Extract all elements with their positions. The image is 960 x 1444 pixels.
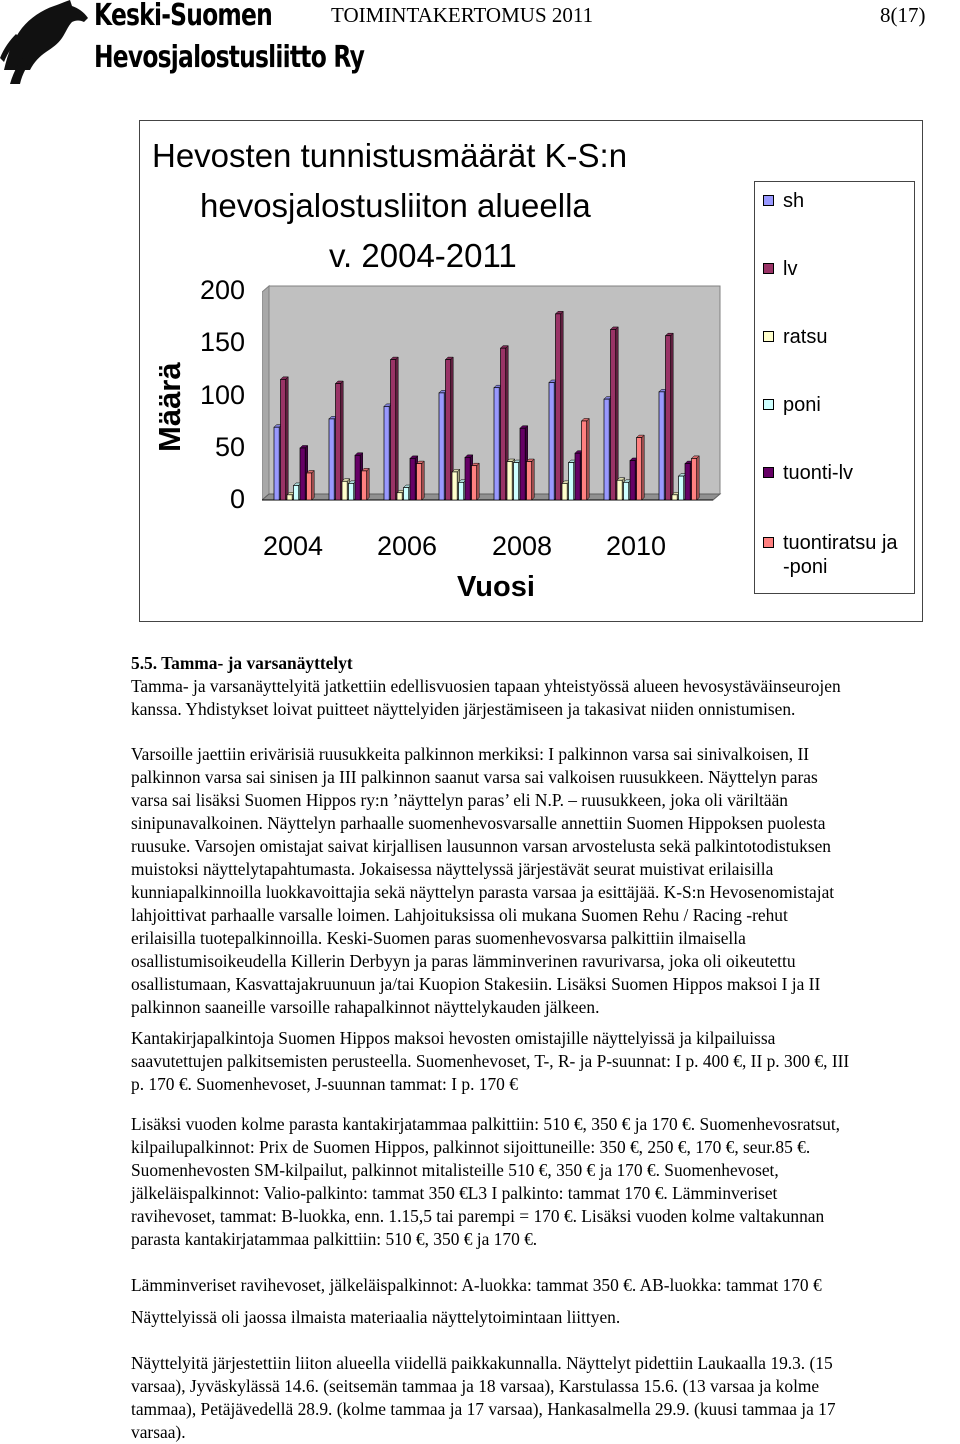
paragraph-line: varsaa), Jyväskylässä 14.6. (seitsemän tammaa ja 18 varsaa), Karstulassa 15.6. (13 varsaa ja kolme: [131, 1376, 820, 1396]
bar-tuontiratsu-ja--poni-2009: [582, 421, 587, 500]
legend-swatch: [763, 537, 774, 548]
bar-sh-2007: [439, 393, 444, 500]
paragraph-line: kunniapalkinnoilla luokkavoittajia sekä näyttelyn parasta varsaa ja esittäjää. K-S:n Hevosenomistajat: [131, 882, 835, 902]
bar-sh-2010: [604, 399, 609, 500]
paragraph-line: kilpailupalkinnot: Prix de Suomen Hippos, palkinnot sijoittuneille: 350 €, 250 €, 170 €, seur.85 €.: [131, 1137, 811, 1157]
bar-tuontiratsu-ja--poni-2010: [637, 438, 642, 500]
bar-tuonti-lv-2011: [685, 464, 690, 500]
legend-label: tuonti-lv: [783, 462, 854, 484]
bar-sh-2004: [274, 427, 279, 500]
bar-tuonti-lv-2006: [410, 458, 415, 500]
page-number: 8(17): [880, 3, 926, 27]
bar-ratsu-2007: [452, 472, 457, 500]
bar-tuontiratsu-ja--poni-2006: [417, 464, 422, 500]
bar-tuontiratsu-ja--poni-2005: [362, 471, 367, 500]
paragraph-line: ruusuke. Varsojen omistajat saivat kirjallisen lausunnon varsan arvostelusta sekä palkintotodistuksen: [131, 836, 831, 856]
legend-swatch: [763, 195, 774, 206]
y-tick-label: 0: [229, 484, 245, 514]
paragraph-line: Suomenhevosten SM-kilpailut, palkinnot mitalisteille 510 €, 350 € ja 170 €. Suomenhevoset,: [131, 1160, 779, 1180]
legend-swatch: [763, 263, 774, 274]
paragraph-line: Lisäksi vuoden kolme parasta kantakirjatammaa palkittiin: 510 €, 350 € ja 170 €. Suomenhevosratsut,: [131, 1114, 841, 1134]
legend-label: sh: [783, 190, 805, 212]
bar-ratsu-2006: [397, 493, 402, 500]
bar-poni-2010: [624, 482, 629, 500]
paragraph-line: saavutettujen palkitsemisten perusteella. Suomenhevoset, T-, R- ja P-suunnat: I p. 400 €, II p. 300 €, III: [131, 1051, 850, 1071]
bar-ratsu-2008: [507, 462, 512, 500]
paragraph-line: Näyttelyitä järjestettiin liiton alueella viidellä paikkakunnalla. Näyttelyt pidettiin Laukaalla 19.3. (15: [131, 1353, 833, 1373]
bar-side-tuontiratsu-ja--poni-2007: [477, 463, 480, 500]
bar-ratsu-2010: [617, 480, 622, 500]
bar-side-tuontiratsu-ja--poni-2005: [367, 468, 370, 500]
legend-swatch: [763, 467, 774, 478]
plot-side-wall: [262, 286, 269, 500]
paragraph-line: palkinnon saaneille varsoille rahapalkinnot näyttelykauden jälkeen.: [131, 997, 600, 1017]
bar-plot-area: [262, 282, 732, 532]
bar-poni-2008: [514, 463, 519, 500]
x-tick-label: 2004: [263, 531, 324, 561]
bar-sh-2006: [384, 406, 389, 500]
chart-title-line3: v. 2004-2011: [329, 237, 517, 274]
bar-poni-2011: [679, 476, 684, 500]
bar-tuontiratsu-ja--poni-2004: [307, 473, 312, 500]
paragraph-line: Tamma- ja varsanäyttelyitä jatkettiin edellisvuosien tapaan yhteistyössä alueen hevosystäväinseurojen: [131, 676, 841, 696]
y-tick-label: 150: [199, 327, 245, 357]
bar-ratsu-2005: [342, 481, 347, 500]
paragraph-line: tammaa), Petäjävedellä 28.9. (kolme tammaa ja 17 varsaa), Hankasalmella 29.9. (kuusi tammaa ja 17: [131, 1399, 836, 1419]
bar-poni-2005: [349, 483, 354, 500]
bar-poni-2007: [459, 482, 464, 500]
section-5-5: [131, 652, 931, 721]
bar-lv-2005: [336, 384, 341, 500]
chart-legend: [754, 181, 915, 594]
bar-lv-2009: [556, 314, 561, 500]
bar-sh-2008: [494, 388, 499, 500]
y-tick-label: 100: [199, 380, 245, 410]
bar-tuonti-lv-2005: [355, 455, 360, 500]
paragraph-line: ravihevoset, tammat: B-luokka, enn. 1.15,5 tai parempi = 170 €. Lisäksi vuoden kolme valtakunnan: [131, 1206, 825, 1226]
bar-lv-2007: [446, 360, 451, 500]
section-heading: 5.5. Tamma- ja varsanäyttelyt: [131, 653, 353, 673]
x-axis-label: Vuosi: [457, 571, 535, 603]
paragraph-line: erilaisilla tuotepalkinnoilla. Keski-Suomen paras suomenhevosvarsa palkittiin ilmaisella: [131, 928, 746, 948]
bar-ratsu-2004: [287, 495, 292, 500]
paragraph-line: varsaa).: [131, 1422, 186, 1442]
paragraph-line: palkinnon varsa sai sinisen ja III palkinnon saanut varsa sai valkoisen ruusukkeen. Näyttelyn paras: [131, 767, 818, 787]
paragraph-line: Varsoille jaettiin erivärisiä ruusukkeita palkinnon merkiksi: I palkinnon varsa sai sinivalkoisen, II: [131, 744, 810, 764]
bar-poni-2006: [404, 488, 409, 500]
bar-sh-2005: [329, 419, 334, 500]
chart-title-line1: Hevosten tunnistusmäärät K-S:n: [152, 137, 628, 174]
bar-tuonti-lv-2008: [520, 428, 525, 500]
y-axis-label: Määrä: [152, 362, 187, 452]
bar-side-tuontiratsu-ja--poni-2008: [532, 459, 535, 500]
paragraph-line: parasta kantakirjatammaa palkittiin: 510 €, 350 € ja 170 €.: [131, 1229, 538, 1249]
horse-logo-icon: [0, 0, 92, 84]
paragraph-line: kanssa. Yhdistykset loivat puitteet näyttelyiden järjestämiseen ja takasivat niiden onnistumisen.: [131, 699, 796, 719]
paragraph-warmblood: [131, 1274, 931, 1297]
bar-poni-2004: [294, 485, 299, 500]
y-tick-label: 200: [199, 275, 245, 305]
x-tick-label: 2010: [606, 531, 667, 561]
legend-label: lv: [783, 258, 798, 280]
bar-side-tuontiratsu-ja--poni-2006: [422, 461, 425, 500]
bar-tuonti-lv-2004: [300, 448, 305, 500]
bar-side-tuontiratsu-ja--poni-2004: [312, 470, 315, 500]
bar-side-tuontiratsu-ja--poni-2011: [697, 456, 700, 500]
chart-title-line2: hevosjalostusliiton alueella: [200, 187, 591, 224]
bar-tuonti-lv-2009: [575, 453, 580, 500]
paragraph-materials: [131, 1306, 931, 1329]
bar-tuontiratsu-ja--poni-2007: [472, 466, 477, 500]
bar-tuonti-lv-2007: [465, 457, 470, 500]
bar-tuontiratsu-ja--poni-2008: [527, 462, 532, 500]
bar-ratsu-2009: [562, 483, 567, 500]
paragraph-line: osallistumisoikeudella Killerin Derbyyn ja paras lämminverinen ravurivarsa, joka oli oikeutettu: [131, 951, 796, 971]
paragraph-line: jälkeläispalkinnot: Valio-palkinto: tammat 350 €L3 I palkinto: tammat 170 €. Lämminveriset: [131, 1183, 778, 1203]
bar-lv-2006: [391, 360, 396, 500]
paragraph-line: Lämminveriset ravihevoset, jälkeläispalkinnot: A-luokka: tammat 350 €. AB-luokka: tammat 170 €: [131, 1275, 822, 1295]
paragraph-studbook-prizes: [131, 1027, 931, 1096]
bar-lv-2008: [501, 348, 506, 500]
legend-label: tuontiratsu ja: [783, 532, 898, 554]
bar-sh-2011: [659, 392, 664, 500]
x-tick-label: 2006: [377, 531, 438, 561]
x-tick-label: 2008: [492, 531, 553, 561]
legend-swatch: [763, 331, 774, 342]
org-name-line1: Keski-Suomen: [94, 0, 272, 33]
paragraph-line: sinipunavalkoinen. Näyttelyn parhaalle suomenhevosvarsalle annettiin Suomen Hippoksen puolesta: [131, 813, 826, 833]
bar-side-lv-2009: [561, 311, 564, 500]
document-title: TOIMINTAKERTOMUS 2011: [331, 3, 594, 27]
legend-swatch: [763, 399, 774, 410]
paragraph-line: muistoksi näyttelytapahtumasta. Jokaisessa näyttelyssä järjestävät seurat muistivat erilaisilla: [131, 859, 774, 879]
paragraph-line: Kantakirjapalkintoja Suomen Hippos maksoi hevosten omistajille näyttelyissä ja kilpailuissa: [131, 1028, 776, 1048]
paragraph-locations: [131, 1352, 931, 1444]
legend-label: -poni: [783, 556, 828, 578]
page-header: [0, 0, 960, 90]
legend-label: ratsu: [783, 326, 828, 348]
bar-side-lv-2010: [616, 327, 619, 500]
bar-lv-2011: [666, 336, 671, 500]
bar-ratsu-2011: [672, 495, 677, 500]
bar-tuontiratsu-ja--poni-2011: [692, 458, 697, 500]
legend-label: poni: [783, 394, 821, 416]
paragraph-line: Näyttelyissä oli jaossa ilmaista materiaalia näyttelytoimintaan liittyen.: [131, 1307, 621, 1327]
bar-lv-2010: [611, 329, 616, 500]
paragraph-line: osallistumaan, Kasvattajakruunuun ja/tai Kuopion Stakesiin. Lisäksi Suomen Hippos maksoi I ja II: [131, 974, 821, 994]
bar-side-tuontiratsu-ja--poni-2009: [587, 418, 590, 500]
org-name-line2: Hevosjalostusliitto Ry: [94, 40, 365, 75]
y-tick-label: 50: [214, 432, 245, 462]
bar-side-lv-2004: [286, 377, 289, 500]
paragraph-line: p. 170 €. Suomenhevoset, J-suunnan tammat: I p. 170 €: [131, 1074, 518, 1094]
bar-sh-2009: [549, 382, 554, 500]
paragraph-rosettes: [131, 743, 931, 1019]
bar-lv-2004: [281, 379, 286, 500]
paragraph-line: lahjoittivat parhaalle varsalle loimen. Lahjoituksissa oli mukana Suomen Rehu / Racing -rehut: [131, 905, 788, 925]
bar-tuonti-lv-2010: [630, 460, 635, 500]
bar-side-lv-2011: [671, 333, 674, 500]
bar-poni-2009: [569, 463, 574, 500]
paragraph-line: varsa sai lisäksi Suomen Hippos ry:n ’näyttelyn paras’ eli N.P. – ruusukkeen, joka oli väriltään: [131, 790, 789, 810]
bar-side-tuontiratsu-ja--poni-2010: [642, 435, 645, 500]
bar-side-lv-2006: [396, 357, 399, 500]
paragraph-additional-prizes: [131, 1113, 931, 1251]
